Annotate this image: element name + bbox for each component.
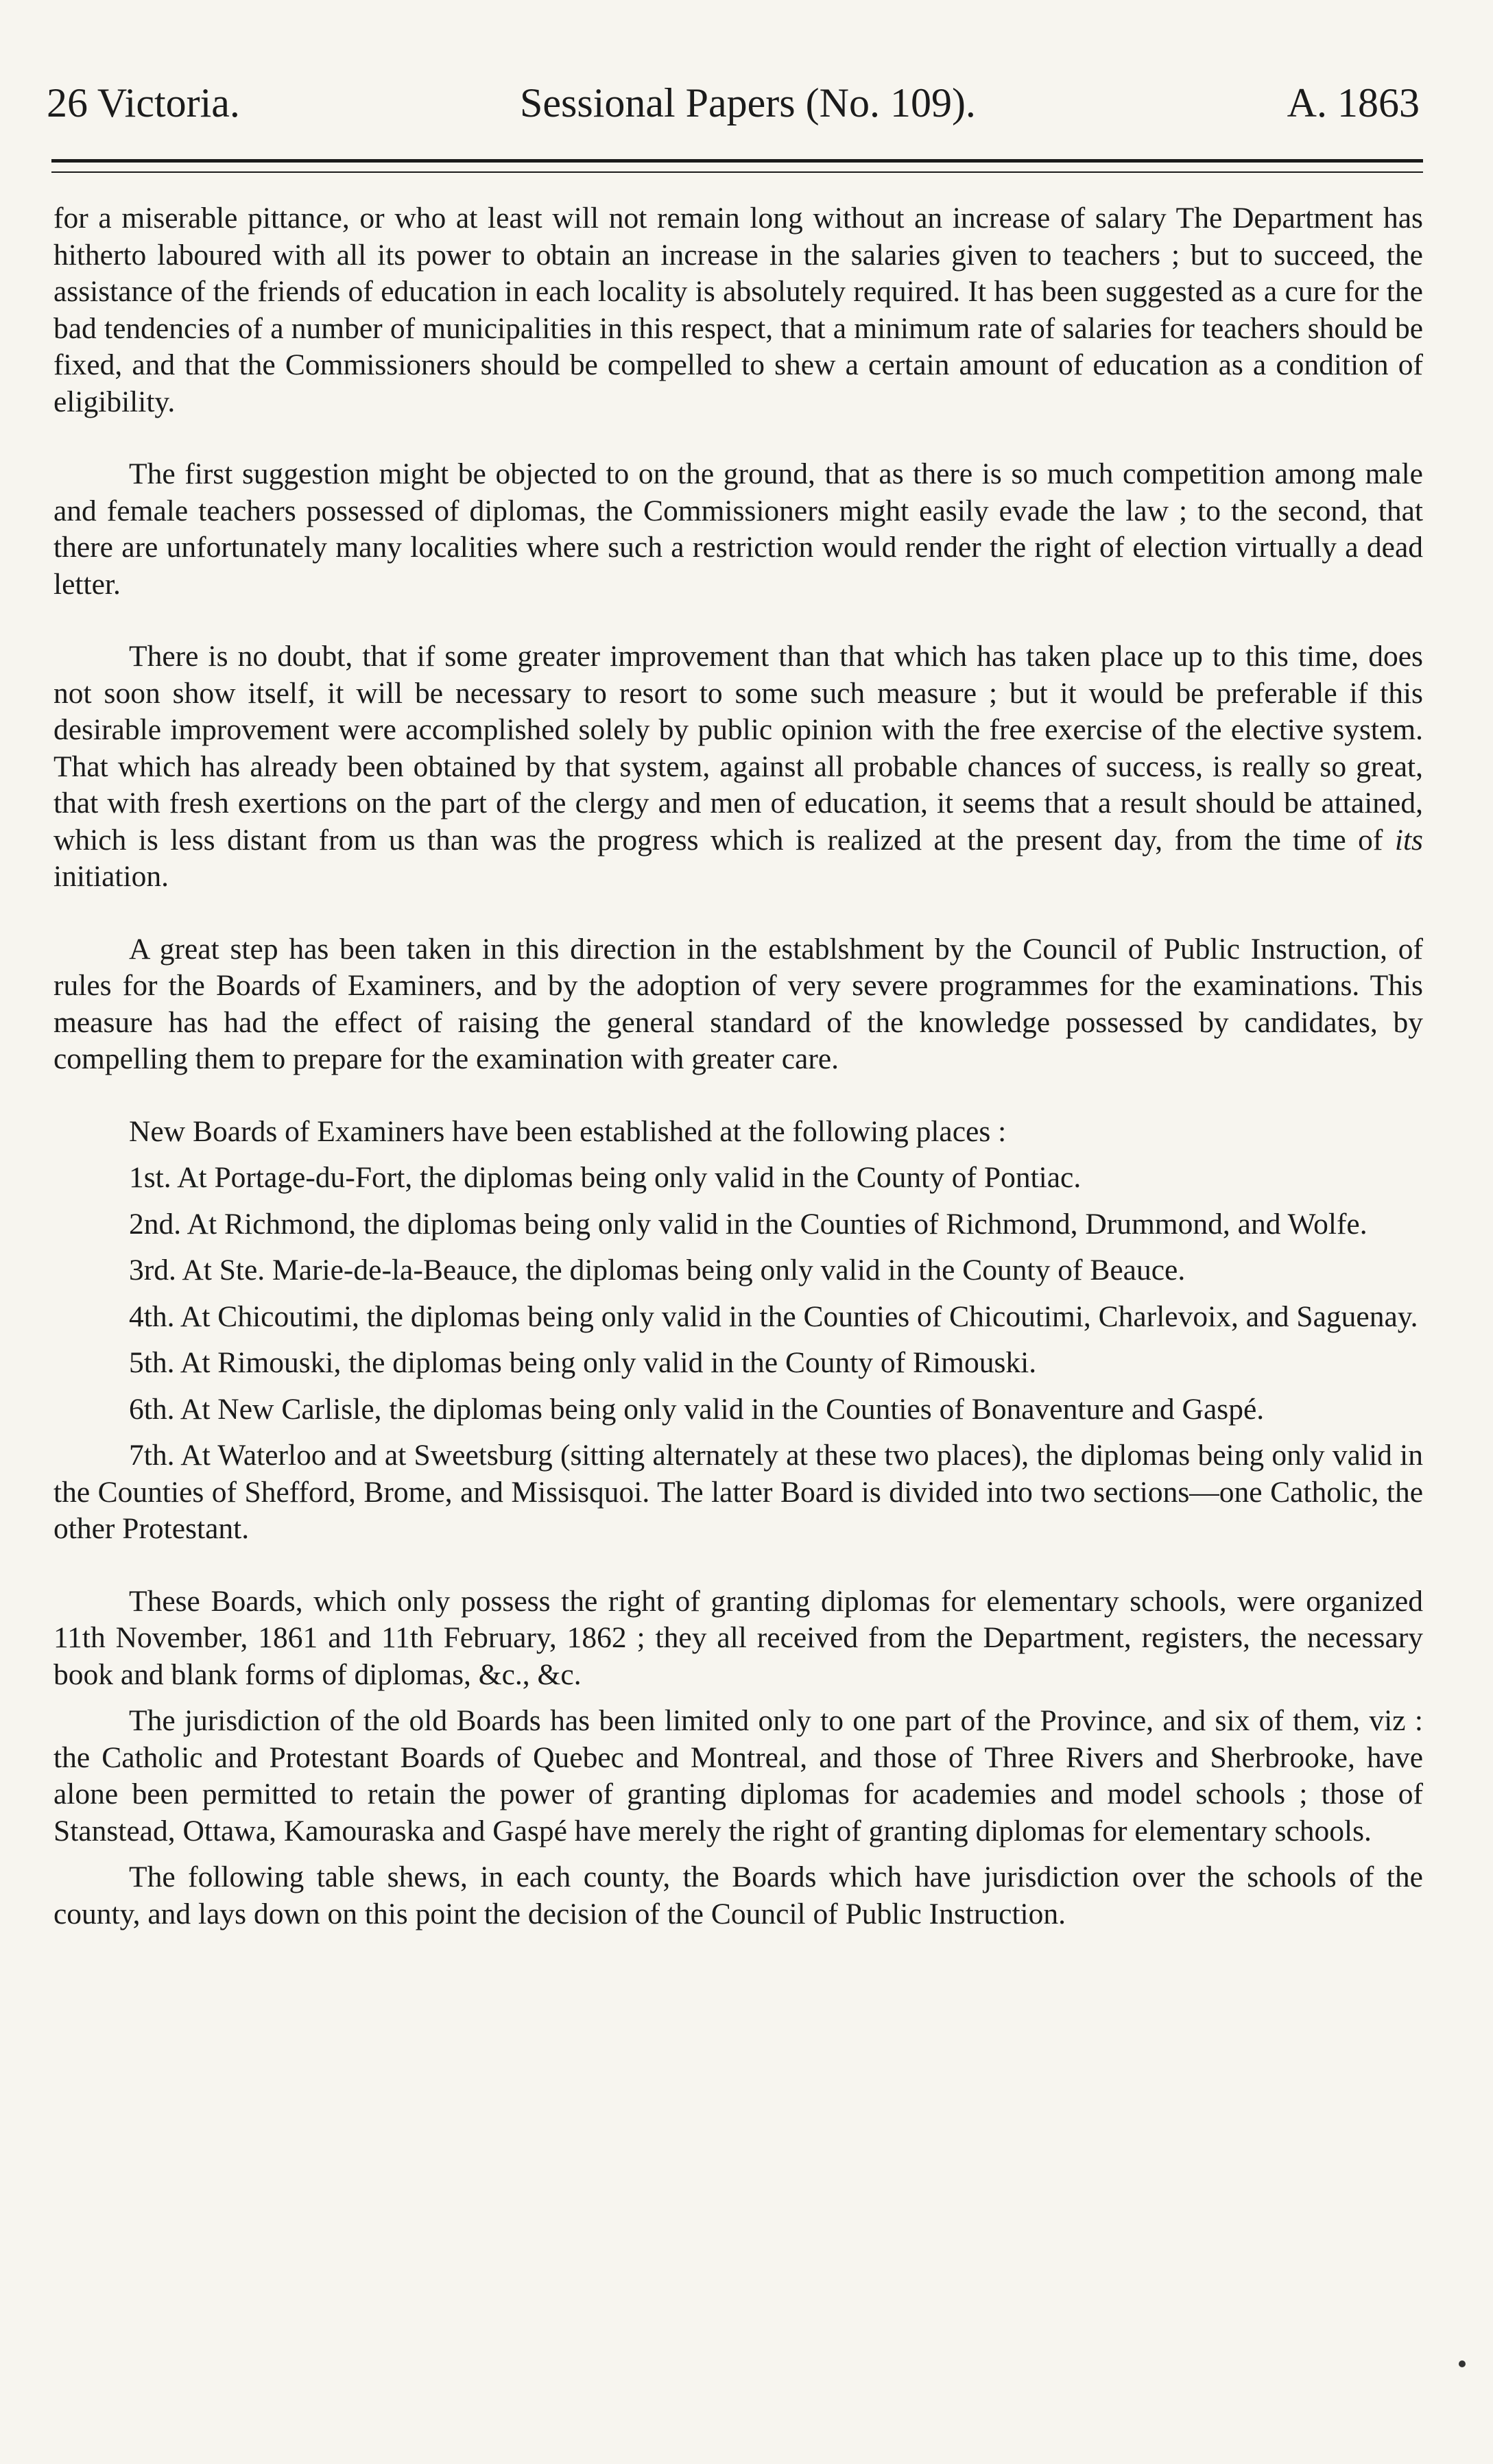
- header-title: Sessional Papers (No. 109).: [520, 80, 976, 125]
- list-item: 5th. At Rimouski, the diplomas being only valid in the County of Rimouski.: [129, 1346, 1037, 1379]
- header-rule-thick: [51, 159, 1423, 163]
- header-rule-thin: [51, 171, 1423, 173]
- paragraph-old-boards: The jurisdiction of the old Boards has been limited only to one part of the Province, and six of them, viz : the Catholic and Protestant Boards of Quebec and Montreal, and those of Three Rivers and Sherbrooke, have alone been permitted to retain the power of granting diplomas for academies and model schools ; those of Stanstead, Ottawa, Kamouraska and Gaspé have merely the right of granting diplomas for elementary schools.: [53, 1704, 1423, 1847]
- list-item: 7th. At Waterloo and at Sweetsburg (sitting alternately at these two places), the diplomas being only valid in the Counties of Shefford, Brome, and Missisquoi. The latter Board is divided into two sections—one Catholic, the other Protestant.: [53, 1439, 1423, 1545]
- list-item: 1st. At Portage-du-Fort, the diplomas being only valid in the County of Pontiac.: [129, 1161, 1082, 1194]
- list-item: 4th. At Chicoutimi, the diplomas being only valid in the Counties of Chicoutimi, Charlevoix, and Saguenay.: [129, 1300, 1418, 1333]
- list-item: 3rd. At Ste. Marie-de-la-Beauce, the diplomas being only valid in the County of Beauce.: [129, 1254, 1186, 1287]
- paragraph-improvement-italic: its: [1394, 823, 1423, 857]
- header-year: A. 1863: [1287, 80, 1420, 125]
- ink-mark: [1459, 2360, 1466, 2367]
- paragraph-salaries: for a miserable pittance, or who at least will not remain long without an increase of salary The Department has hitherto laboured with all its power to obtain an increase in the salaries given to teachers ; but to succeed, the assistance of the friends of education in each locality is absolutely required. It has been suggested as a cure for the bad tendencies of a number of municipalities in this respect, that a minimum rate of salaries for teachers should be fixed, and that the Commissioners should be compelled to shew a certain amount of education as a condition of eligibility.: [53, 202, 1423, 418]
- paragraph-boards-organized: These Boards, which only possess the right of granting diplomas for elementary schools, were organized 11th November, 1861 and 11th February, 1862 ; they all received from the Department, registers, the necessary book and blank forms of diplomas, &c., &c.: [53, 1584, 1423, 1691]
- paragraph-council-rules: A great step has been taken in this direction in the establshment by the Council of Public Instruction, of rules for the Boards of Examiners, and by the adoption of very severe programmes for the examinations. This measure has had the effect of raising the general standard of the knowledge possessed by candidates, by compelling them to prepare for the examination with greater care.: [53, 932, 1423, 1075]
- body-text: [53, 200, 1423, 1933]
- paragraph-new-boards-intro: New Boards of Examiners have been established at the following places :: [129, 1114, 1007, 1148]
- paragraph-table-intro: The following table shews, in each county, the Boards which have jurisdiction over the schools of the county, and lays down on this point the decision of the Council of Public Instruction.: [53, 1861, 1423, 1930]
- list-item: 6th. At New Carlisle, the diplomas being only valid in the Counties of Bonaventure and Gaspé.: [129, 1392, 1265, 1426]
- list-item: 2nd. At Richmond, the diplomas being only valid in the Counties of Richmond, Drummond, and Wolfe.: [129, 1207, 1367, 1241]
- paragraph-improvement: [53, 638, 1423, 896]
- paragraph-suggestion: The first suggestion might be objected to on the ground, that as there is so much competition among male and female teachers possessed of diplomas, the Commissioners might easily evade the law ; to the second, that there are unfortunately many localities where such a restriction would render the right of election virtually a dead letter.: [53, 457, 1423, 601]
- paragraph-improvement-text: There is no doubt, that if some greater improvement than that which has taken place up to this time, does not soon show itself, it will be necessary to resort to some such measure ; but it would be preferable if this desirable improvement were accomplished solely by public opinion with the free exercise of the elective system. That which has already been obtained by that system, against all probable chances of success, is really so great, that with fresh exertions on the part of the clergy and men of education, it seems that a result should be attained, which is less distant from us than was the progress which is realized at the present day, from the time of: [53, 640, 1423, 857]
- page-header: [47, 75, 1420, 130]
- paragraph-improvement-end: initiation.: [53, 860, 169, 893]
- header-session: 26 Victoria.: [47, 80, 240, 125]
